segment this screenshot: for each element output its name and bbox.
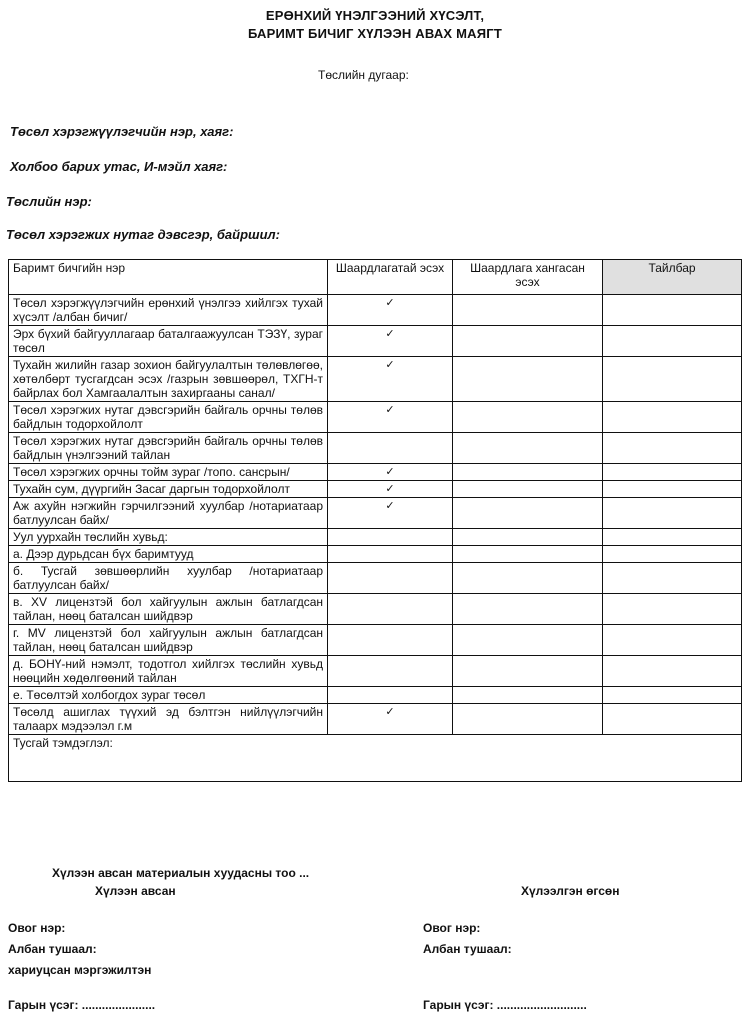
remark-cell xyxy=(603,357,742,402)
documents-table xyxy=(8,259,742,782)
table-row xyxy=(9,656,742,687)
document-name-cell: Уул уурхайн төслийн хувьд: xyxy=(9,529,328,546)
document-name-cell: Тухайн жилийн газар зохион байгуулалтын төлөвлөгөө, хөтөлбөрт тусгагдсан эсэх /газрын зөвшөөрөл, ТХГН-т байрлах бол Хамгаалалтын захиргааны санал/ xyxy=(9,357,328,402)
receiver-title: Хүлээн авсан xyxy=(95,884,176,898)
table-row xyxy=(9,295,742,326)
table-row xyxy=(9,594,742,625)
table-row xyxy=(9,433,742,464)
document-name-cell: Төсөл хэрэгжих нутаг дэвсгэрийн байгаль орчны төлөв байдлын тодорхойлолт xyxy=(9,402,328,433)
receiver-name-label: Овог нэр: xyxy=(8,921,66,935)
implementer-field: Төсөл хэрэгжүүлэгчийн нэр, хаяг: xyxy=(10,124,234,139)
table-body xyxy=(9,295,742,782)
table-row xyxy=(9,546,742,563)
remark-cell xyxy=(603,594,742,625)
header-required: Шаардлагатай эсэх xyxy=(328,260,453,295)
remark-cell xyxy=(603,402,742,433)
met-cell xyxy=(453,594,603,625)
document-name-cell: Тухайн сум, дүүргийн Засаг даргын тодорхойлолт xyxy=(9,481,328,498)
met-cell xyxy=(453,433,603,464)
header-document-name: Баримт бичгийн нэр xyxy=(9,260,328,295)
document-name-cell: а. Дээр дурьдсан бүх баримтууд xyxy=(9,546,328,563)
document-name-cell: б. Тусгай зөвшөөрлийн хуулбар /нотариатаар батлуулсан байх/ xyxy=(9,563,328,594)
document-title-line1: ЕРӨНХИЙ ҮНЭЛГЭЭНИЙ ХҮСЭЛТ, xyxy=(265,8,485,23)
table-row xyxy=(9,481,742,498)
document-name-cell: Аж ахуйн нэгжийн гэрчилгээний хуулбар /нотариатаар батлуулсан байх/ xyxy=(9,498,328,529)
required-check-cell: ✓ xyxy=(328,481,453,498)
document-name-cell: Төсөл хэрэгжих орчны тойм зураг /топо. сансрын/ xyxy=(9,464,328,481)
required-check-cell xyxy=(328,529,453,546)
table-row xyxy=(9,402,742,433)
document-name-cell: Төсөл хэрэгжүүлэгчийн ерөнхий үнэлгээ хийлгэх тухай хүсэлт /албан бичиг/ xyxy=(9,295,328,326)
required-check-cell: ✓ xyxy=(328,498,453,529)
required-check-cell xyxy=(328,625,453,656)
table-header-row xyxy=(9,260,742,295)
remark-cell xyxy=(603,625,742,656)
project-name-field: Төслийн нэр: xyxy=(6,194,92,209)
table-row xyxy=(9,464,742,481)
remark-cell xyxy=(603,704,742,735)
required-check-cell xyxy=(328,563,453,594)
remark-cell xyxy=(603,295,742,326)
receiver-position-label: Албан тушаал: xyxy=(8,942,97,956)
met-cell xyxy=(453,326,603,357)
document-name-cell: д. БОНҮ-ний нэмэлт, тодотгол хийлгэх төслийн хувьд нөөцийн хөдөлгөөний тайлан xyxy=(9,656,328,687)
special-notes-cell: Тусгай тэмдэглэл: xyxy=(9,735,742,782)
required-check-cell xyxy=(328,433,453,464)
met-cell xyxy=(453,656,603,687)
submitter-position-label: Албан тушаал: xyxy=(423,942,512,956)
notes-row xyxy=(9,735,742,782)
met-cell xyxy=(453,704,603,735)
met-cell xyxy=(453,529,603,546)
document-name-cell: Төсөлд ашиглах түүхий эд бэлтгэн нийлүүлэгчийн талаарх мэдээлэл г.м xyxy=(9,704,328,735)
required-check-cell: ✓ xyxy=(328,402,453,433)
remark-cell xyxy=(603,546,742,563)
remark-cell xyxy=(603,481,742,498)
project-number-label: Төслийн дугаар: xyxy=(318,68,409,82)
header-remark: Тайлбар xyxy=(603,260,742,295)
met-cell xyxy=(453,498,603,529)
required-check-cell: ✓ xyxy=(328,357,453,402)
submitter-title: Хүлээлгэн өгсөн xyxy=(521,884,620,898)
table-row xyxy=(9,357,742,402)
required-check-cell xyxy=(328,546,453,563)
table-row xyxy=(9,687,742,704)
submitter-signature-line: Гарын үсэг: ........................... xyxy=(423,998,587,1012)
required-check-cell: ✓ xyxy=(328,326,453,357)
met-cell xyxy=(453,295,603,326)
header-met: Шаардлага хангасан эсэх xyxy=(453,260,603,295)
receiver-role-label: хариуцсан мэргэжилтэн xyxy=(8,963,152,977)
required-check-cell xyxy=(328,687,453,704)
met-cell xyxy=(453,402,603,433)
receiver-signature-line: Гарын үсэг: ...................... xyxy=(8,998,156,1012)
table-row xyxy=(9,563,742,594)
met-cell xyxy=(453,625,603,656)
table-row xyxy=(9,498,742,529)
remark-cell xyxy=(603,326,742,357)
remark-cell xyxy=(603,687,742,704)
remark-cell xyxy=(603,529,742,546)
remark-cell xyxy=(603,656,742,687)
required-check-cell: ✓ xyxy=(328,295,453,326)
remark-cell xyxy=(603,563,742,594)
required-check-cell xyxy=(328,656,453,687)
met-cell xyxy=(453,464,603,481)
pages-count-label: Хүлээн авсан материалын хуудасны тоо ... xyxy=(52,866,310,880)
met-cell xyxy=(453,563,603,594)
remark-cell xyxy=(603,498,742,529)
location-field: Төсөл хэрэгжих нутаг дэвсгэр, байршил: xyxy=(6,227,280,242)
required-check-cell xyxy=(328,594,453,625)
document-name-cell: в. XV лицензтэй бол хайгуулын ажлын батлагдсан тайлан, нөөц баталсан шийдвэр xyxy=(9,594,328,625)
remark-cell xyxy=(603,433,742,464)
met-cell xyxy=(453,687,603,704)
table-row xyxy=(9,704,742,735)
remark-cell xyxy=(603,464,742,481)
table-row xyxy=(9,625,742,656)
document-name-cell: Эрх бүхий байгууллагаар баталгаажуулсан ТЭЗҮ, зураг төсөл xyxy=(9,326,328,357)
submitter-name-label: Овог нэр: xyxy=(423,921,481,935)
table-row xyxy=(9,326,742,357)
met-cell xyxy=(453,481,603,498)
met-cell xyxy=(453,357,603,402)
met-cell xyxy=(453,546,603,563)
document-name-cell: Төсөл хэрэгжих нутаг дэвсгэрийн байгаль орчны төлөв байдлын үнэлгээний тайлан xyxy=(9,433,328,464)
document-title-line2: БАРИМТ БИЧИГ ХҮЛЭЭН АВАХ МАЯГТ xyxy=(248,26,502,41)
contact-field: Холбоо барих утас, И-мэйл хаяг: xyxy=(10,159,228,174)
required-check-cell: ✓ xyxy=(328,464,453,481)
table-row xyxy=(9,529,742,546)
document-name-cell: г. MV лицензтэй бол хайгуулын ажлын батлагдсан тайлан, нөөц баталсан шийдвэр xyxy=(9,625,328,656)
required-check-cell: ✓ xyxy=(328,704,453,735)
document-name-cell: е. Төсөлтэй холбогдох зураг төсөл xyxy=(9,687,328,704)
